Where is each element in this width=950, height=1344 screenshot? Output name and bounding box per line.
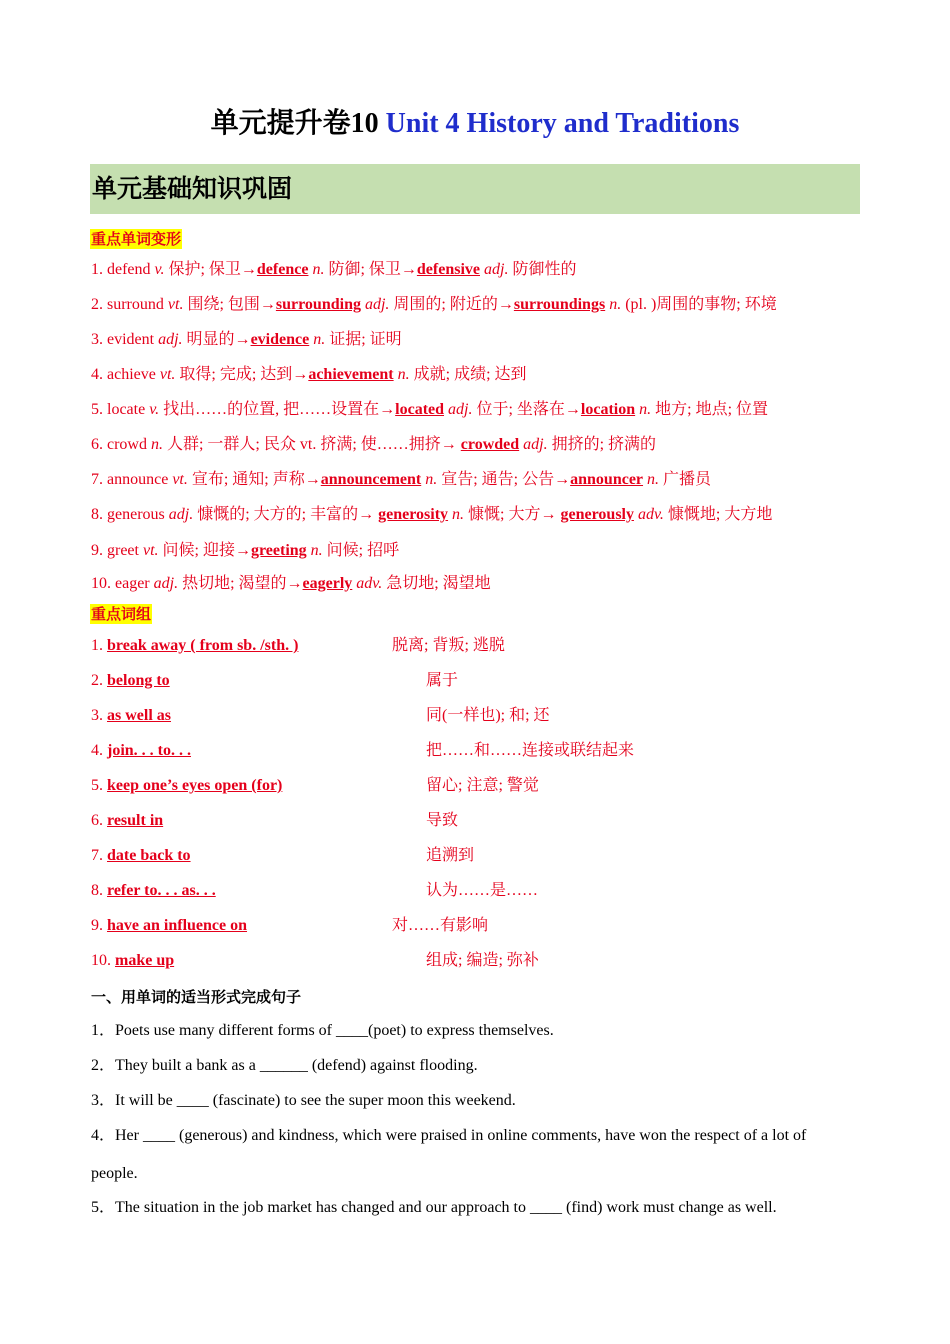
vocab-meaning: 地方; 地点; 位置	[651, 401, 769, 418]
phrase-text: date back to	[107, 847, 191, 864]
vocab-item	[91, 470, 711, 490]
vocab-pos: adj.	[480, 261, 509, 278]
vocab-meaning: 宣布; 通知; 声称→	[187, 471, 321, 488]
vocab-pos: adj.	[168, 506, 194, 523]
phrase-number: 4.	[91, 742, 107, 759]
vocab-item	[91, 295, 777, 315]
vocab-pos: n.	[393, 366, 410, 383]
vocab-pos: n.	[421, 471, 438, 488]
title-unit: Unit 4 History and Traditions	[385, 108, 740, 139]
phrase-meaning: 留心; 注意; 警觉	[426, 777, 539, 794]
phrase-term	[91, 776, 282, 796]
vocab-item	[91, 541, 399, 561]
vocab-meaning: 取得; 完成; 达到→	[175, 366, 309, 383]
vocab-meaning: 慷慨; 大方→	[464, 506, 561, 523]
phrase-term	[91, 916, 247, 936]
phrase-number: 10.	[91, 952, 115, 969]
vocab-number: 4.	[91, 366, 107, 383]
phrase-text: keep one’s eyes open (for)	[107, 777, 283, 794]
phrase-term	[91, 636, 298, 656]
vocab-word: defend	[107, 261, 155, 278]
page-title	[0, 104, 950, 144]
vocab-meaning: 问候; 招呼	[322, 542, 400, 559]
vocab-number: 5.	[91, 401, 107, 418]
vocab-meaning: 慷慨的; 大方的; 丰富的→	[193, 506, 379, 523]
phrase-number: 3.	[91, 707, 107, 724]
phrase-term	[91, 741, 191, 761]
phrase-meaning: 脱离; 背叛; 逃脱	[392, 637, 505, 654]
vocab-pos: adj.	[360, 296, 390, 313]
vocab-pos: vt.	[159, 366, 176, 383]
vocab-pos: v.	[154, 261, 165, 278]
phrase-number: 7.	[91, 847, 107, 864]
vocab-number: 10.	[91, 575, 115, 592]
phrase-term	[91, 881, 216, 901]
exercise-line: 5．The situation in the job market has changed and our approach to ____ (find) work must change as well.	[91, 1199, 777, 1216]
vocab-word: surround	[107, 296, 168, 313]
vocab-number: 8.	[91, 506, 107, 523]
vocab-word: locate	[107, 401, 150, 418]
exercise-line: 1．Poets use many different forms of ____(poet) to express themselves.	[91, 1022, 554, 1039]
exercise-heading: 一、用单词的适当形式完成句子	[91, 988, 302, 1006]
vocab-word: greet	[107, 542, 143, 559]
vocab-answer: location	[580, 401, 636, 418]
vocab-pos: adv.	[352, 575, 383, 592]
phrase-term	[91, 706, 171, 726]
exercise-line: people.	[91, 1165, 138, 1182]
vocab-answer: generously	[560, 506, 634, 523]
vocab-meaning: 宣告; 通告; 公告→	[437, 471, 571, 488]
vocab-pos: n.	[643, 471, 660, 488]
phrase-meaning: 追溯到	[426, 847, 475, 864]
vocab-item	[91, 505, 772, 525]
vocab-answer: achievement	[308, 366, 394, 383]
vocab-answer: eagerly	[302, 575, 353, 592]
vocab-meaning: 热切地; 渴望的→	[178, 575, 303, 592]
phrase-meaning: 认为……是……	[426, 882, 539, 899]
phrase-number: 2.	[91, 672, 107, 689]
phrase-text: refer to. . . as. . .	[107, 882, 216, 899]
exercise-line: 2．They built a bank as a ______ (defend) against flooding.	[91, 1057, 478, 1074]
vocab-meaning: 广播员	[659, 471, 712, 488]
vocab-answer: announcer	[570, 471, 644, 488]
vocab-item	[91, 260, 576, 280]
phrase-meaning: 对……有影响	[392, 917, 489, 934]
phrase-text: belong to	[107, 672, 170, 689]
vocab-pos: vt.	[172, 471, 188, 488]
phrase-term	[91, 811, 163, 831]
vocab-number: 6.	[91, 436, 107, 453]
vocab-meaning: 人群; 一群人; 民众 vt. 挤满; 使……拥挤→	[162, 436, 461, 453]
vocab-meaning: 周围的; 附近的→	[389, 296, 514, 313]
vocab-meaning: 问候; 迎接→	[158, 542, 251, 559]
phrase-number: 8.	[91, 882, 107, 899]
vocab-answer: located	[395, 401, 445, 418]
phrase-text: join. . . to. . .	[107, 742, 191, 759]
vocab-item	[91, 435, 656, 455]
phrase-heading: 重点词组	[91, 605, 152, 623]
phrase-text: as well as	[107, 707, 171, 724]
phrase-meaning: 组成; 编造; 弥补	[426, 952, 539, 969]
vocab-answer: defence	[256, 261, 309, 278]
vocab-pos: n.	[150, 436, 163, 453]
vocab-answer: greeting	[250, 542, 307, 559]
vocab-meaning: 拥挤的; 挤满的	[547, 436, 657, 453]
exercise-line: 3．It will be ____ (fascinate) to see the super moon this weekend.	[91, 1092, 516, 1109]
phrase-meaning: 属于	[426, 672, 459, 689]
vocab-pos: adj.	[153, 575, 179, 592]
vocab-number: 9.	[91, 542, 107, 559]
vocab-word: eager	[115, 575, 154, 592]
vocab-pos: v.	[149, 401, 160, 418]
vocab-meaning: 找出……的位置, 把……设置在→	[159, 401, 396, 418]
vocab-meaning: 证据; 证明	[325, 331, 402, 348]
phrase-text: break away ( from sb. /sth. )	[107, 637, 299, 654]
vocab-pos: adv.	[633, 506, 664, 523]
phrase-text: result in	[107, 812, 164, 829]
vocab-heading: 重点单词变形	[91, 230, 182, 248]
phrase-number: 6.	[91, 812, 107, 829]
vocab-answer: surrounding	[275, 296, 361, 313]
vocab-pos: n.	[635, 401, 652, 418]
phrase-text: make up	[115, 952, 175, 969]
vocab-meaning: 慷慨地; 大方地	[663, 506, 773, 523]
phrase-meaning: 导致	[426, 812, 459, 829]
vocab-meaning: (pl. )周围的事物; 环境	[621, 296, 777, 313]
phrase-text: have an influence on	[107, 917, 248, 934]
vocab-item	[91, 330, 402, 350]
vocab-meaning: 保护; 保卫→	[164, 261, 257, 278]
vocab-pos: adj.	[519, 436, 548, 453]
vocab-answer: generosity	[378, 506, 449, 523]
vocab-number: 2.	[91, 296, 107, 313]
vocab-word: crowd	[107, 436, 151, 453]
vocab-word: achieve	[107, 366, 160, 383]
phrase-term	[91, 671, 170, 691]
phrase-number: 1.	[91, 637, 107, 654]
vocab-meaning: 位于; 坐落在→	[472, 401, 581, 418]
vocab-number: 1.	[91, 261, 107, 278]
vocab-pos: n.	[448, 506, 465, 523]
vocab-answer: evidence	[250, 331, 310, 348]
vocab-pos: vt.	[167, 296, 184, 313]
vocab-answer: crowded	[460, 436, 520, 453]
vocab-pos: vt.	[142, 542, 159, 559]
vocab-pos: n.	[306, 542, 323, 559]
vocab-item	[91, 574, 491, 594]
vocab-word: evident	[107, 331, 159, 348]
vocab-answer: announcement	[320, 471, 422, 488]
exercise-line: 4．Her ____ (generous) and kindness, which were praised in online comments, have won the respect of a lot of	[91, 1127, 807, 1144]
phrase-meaning: 把……和……连接或联结起来	[426, 742, 635, 759]
vocab-pos: adj.	[158, 331, 183, 348]
vocab-pos: n.	[308, 261, 325, 278]
vocab-number: 3.	[91, 331, 107, 348]
section-title: 单元基础知识巩固	[92, 174, 293, 203]
title-prefix: 单元提升卷10	[210, 108, 379, 139]
vocab-meaning: 围绕; 包围→	[183, 296, 276, 313]
vocab-answer: defensive	[416, 261, 480, 278]
vocab-word: announce	[107, 471, 173, 488]
vocab-meaning: 防御; 保卫→	[324, 261, 417, 278]
vocab-meaning: 明显的→	[182, 331, 251, 348]
vocab-number: 7.	[91, 471, 107, 488]
phrase-number: 5.	[91, 777, 107, 794]
vocab-item	[91, 400, 768, 420]
phrase-term	[91, 846, 191, 866]
vocab-pos: adj.	[444, 401, 473, 418]
vocab-word: generous	[107, 506, 169, 523]
vocab-item	[91, 365, 527, 385]
vocab-meaning: 防御性的	[508, 261, 577, 278]
phrase-term	[91, 951, 174, 971]
vocab-answer: surroundings	[513, 296, 606, 313]
section-header	[90, 164, 860, 214]
vocab-pos: n.	[309, 331, 326, 348]
vocab-meaning: 成就; 成绩; 达到	[409, 366, 527, 383]
phrase-number: 9.	[91, 917, 107, 934]
vocab-pos: n.	[605, 296, 622, 313]
vocab-meaning: 急切地; 渴望地	[382, 575, 491, 592]
phrase-meaning: 同(一样也); 和; 还	[426, 707, 550, 724]
